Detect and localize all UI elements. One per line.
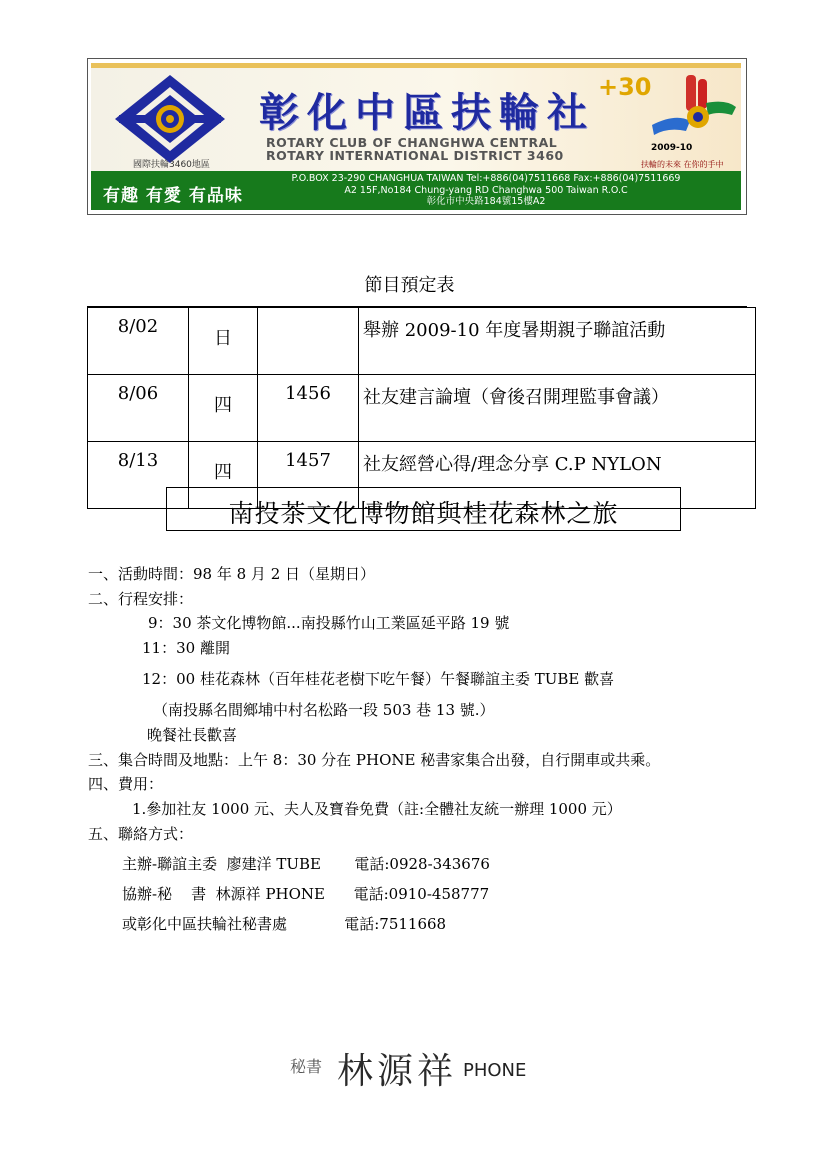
contact-co-organizer: 協辦-秘 書 林源祥 PHONE 電話:0910-458777 [122, 885, 490, 903]
weekday-cell: 四 [189, 442, 258, 509]
date-cell: 8/06 [88, 375, 189, 442]
hands-artwork-icon [646, 73, 738, 143]
district-label: 國際扶輪3460地區 [133, 160, 210, 170]
fee-heading: 四、費用： [88, 775, 164, 793]
club-name-en-line1: ROTARY CLUB OF CHANGHWA CENTRAL [266, 135, 558, 150]
table-row [88, 375, 756, 442]
topic-cell: 舉辦 2009-10 年度暑期親子聯誼活動 [359, 308, 756, 375]
signature-name: 林源祥 [337, 1051, 458, 1092]
itinerary-item: 12：00 桂花森林（百年桂花老樹下吃午餐）午餐聯誼主委 TUBE 歡喜 [142, 670, 615, 688]
signature-block [280, 1040, 542, 1090]
date-cell: 8/13 [88, 442, 189, 509]
address-line: A2 15F,No184 Chung-yang RD Changhwa 500 Taiwan R.O.C [344, 184, 628, 196]
weekday-cell: 四 [189, 375, 258, 442]
theme-slogan: 扶輪的未來 在你的手中 [641, 160, 724, 169]
itinerary-address: （南投縣名間鄉埔中村名松路一段 503 巷 13 號.） [153, 701, 495, 719]
rotary-wheel-icon [99, 71, 241, 167]
contact-heading: 五、聯絡方式： [88, 825, 194, 843]
itinerary-item: 11：30 離開 [142, 639, 230, 657]
signature-role: 秘書 [290, 1057, 323, 1076]
itinerary-heading: 二、行程安排： [88, 590, 194, 608]
date-cell: 8/02 [88, 308, 189, 375]
address-line: 彰化市中央路184號15樓A2 [426, 196, 546, 207]
meeting-number-cell: 1456 [258, 375, 359, 442]
topic-cell: 社友經營心得/理念分享 C.P NYLON [359, 442, 756, 509]
meeting-number-cell [258, 308, 359, 375]
itinerary-item: 9：30 茶文化博物館...南投縣竹山工業區延平路 19 號 [148, 614, 510, 632]
club-slogan: 有趣 有愛 有品味 [103, 186, 243, 206]
letterhead-banner [91, 63, 741, 171]
meeting-number-cell: 1457 [258, 442, 359, 509]
schedule-title: 節目預定表 [364, 275, 455, 296]
contact-bar [91, 171, 741, 210]
club-name-en-line2: ROTARY INTERNATIONAL DISTRICT 3460 [266, 148, 564, 163]
contact-office: 或彰化中區扶輪社秘書處 電話:7511668 [122, 915, 447, 933]
weekday-cell: 日 [189, 308, 258, 375]
rotary-year: 2009-10 [651, 143, 693, 153]
contact-address [291, 173, 681, 208]
meeting-point: 三、集合時間及地點：上午 8：30 分在 PHONE 秘書家集合出發，自行開車或共乘。 [88, 751, 661, 769]
letterhead [87, 58, 747, 215]
banner-stripe [91, 63, 741, 68]
signature-english-name: PHONE [463, 1060, 527, 1081]
club-name-en [266, 136, 564, 162]
activity-time: 一、活動時間：98 年 8 月 2 日（星期日） [88, 565, 376, 583]
event-title: 南投茶文化博物館與桂花森林之旅 [228, 499, 619, 528]
event-title-box [166, 487, 681, 531]
topic-cell: 社友建言論壇（會後召開理監事會議） [359, 375, 756, 442]
table-row [88, 308, 756, 375]
fee-detail: 1.參加社友 1000 元、夫人及寶眷免費（註:全體社友統一辦理 1000 元） [132, 800, 622, 818]
itinerary-item: 晚餐社長歡喜 [147, 726, 238, 744]
club-title-cn: 彰化中區扶輪社 [259, 89, 595, 136]
anniversary-badge: +30 [598, 73, 652, 101]
schedule-table [87, 307, 756, 509]
address-line: P.O.BOX 23-290 CHANGHUA TAIWAN Tel:+886(04)7511668 Fax:+886(04)7511669 [291, 173, 681, 184]
contact-organizer: 主辦-聯誼主委 廖建洋 TUBE 電話:0928-343676 [122, 855, 490, 873]
